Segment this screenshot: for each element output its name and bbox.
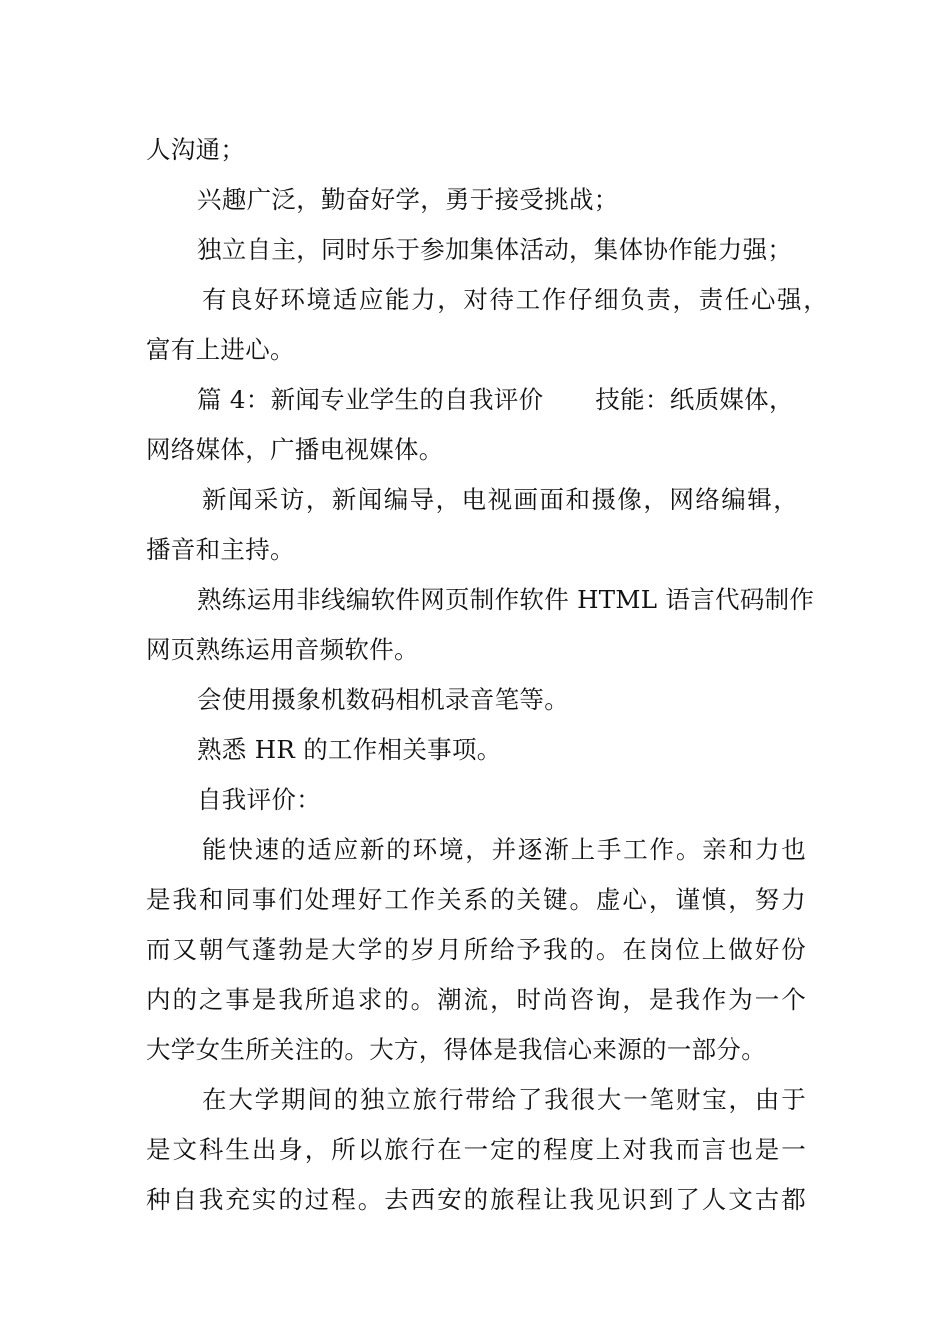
text-line: 而又朝气蓬勃是大学的岁月所给予我的。在岗位上做好份 [146, 935, 806, 964]
text-line: 能快速的适应新的环境，并逐渐上手工作。亲和力也 [202, 835, 806, 864]
text-line: 网页熟练运用音频软件。 [146, 635, 419, 664]
section-heading: 篇 4：新闻专业学生的自我评价 [197, 385, 544, 414]
text-line: 大学女生所关注的。大方，得体是我信心来源的一部分。 [146, 1035, 766, 1064]
text-line: 独立自主，同时乐于参加集体活动，集体协作能力强； [197, 235, 793, 264]
text-line: 网络媒体，广播电视媒体。 [146, 435, 444, 464]
text-segment: 技能：纸质媒体， [595, 385, 794, 414]
text-line: 兴趣广泛，勤奋好学，勇于接受挑战； [197, 185, 619, 214]
text-line [197, 385, 794, 415]
text-line: 熟悉 HR 的工作相关事项。 [197, 735, 502, 764]
text-line: 在大学期间的独立旅行带给了我很大一笔财宝，由于 [202, 1085, 806, 1114]
text-line: 新闻采访，新闻编导，电视画面和摄像，网络编辑， [202, 485, 798, 514]
text-line: 熟练运用非线编软件网页制作软件 HTML 语言代码制作 [197, 585, 815, 614]
text-line: 富有上进心。 [146, 335, 295, 364]
text-line: 种自我充实的过程。去西安的旅程让我见识到了人文古都 [146, 1185, 806, 1214]
section-heading: 自我评价： [197, 785, 321, 814]
text-line: 是文科生出身，所以旅行在一定的程度上对我而言也是一 [146, 1135, 806, 1164]
text-line: 有良好环境适应能力，对待工作仔细负责，责任心强， [202, 285, 828, 314]
text-line: 内的之事是我所追求的。潮流，时尚咨询，是我作为一个 [146, 985, 806, 1014]
text-line: 是我和同事们处理好工作关系的关键。虚心，谨慎，努力 [146, 885, 806, 914]
text-line: 会使用摄象机数码相机录音笔等。 [197, 685, 569, 714]
text-line: 播音和主持。 [146, 535, 295, 564]
text-line: 人沟通； [146, 135, 246, 164]
